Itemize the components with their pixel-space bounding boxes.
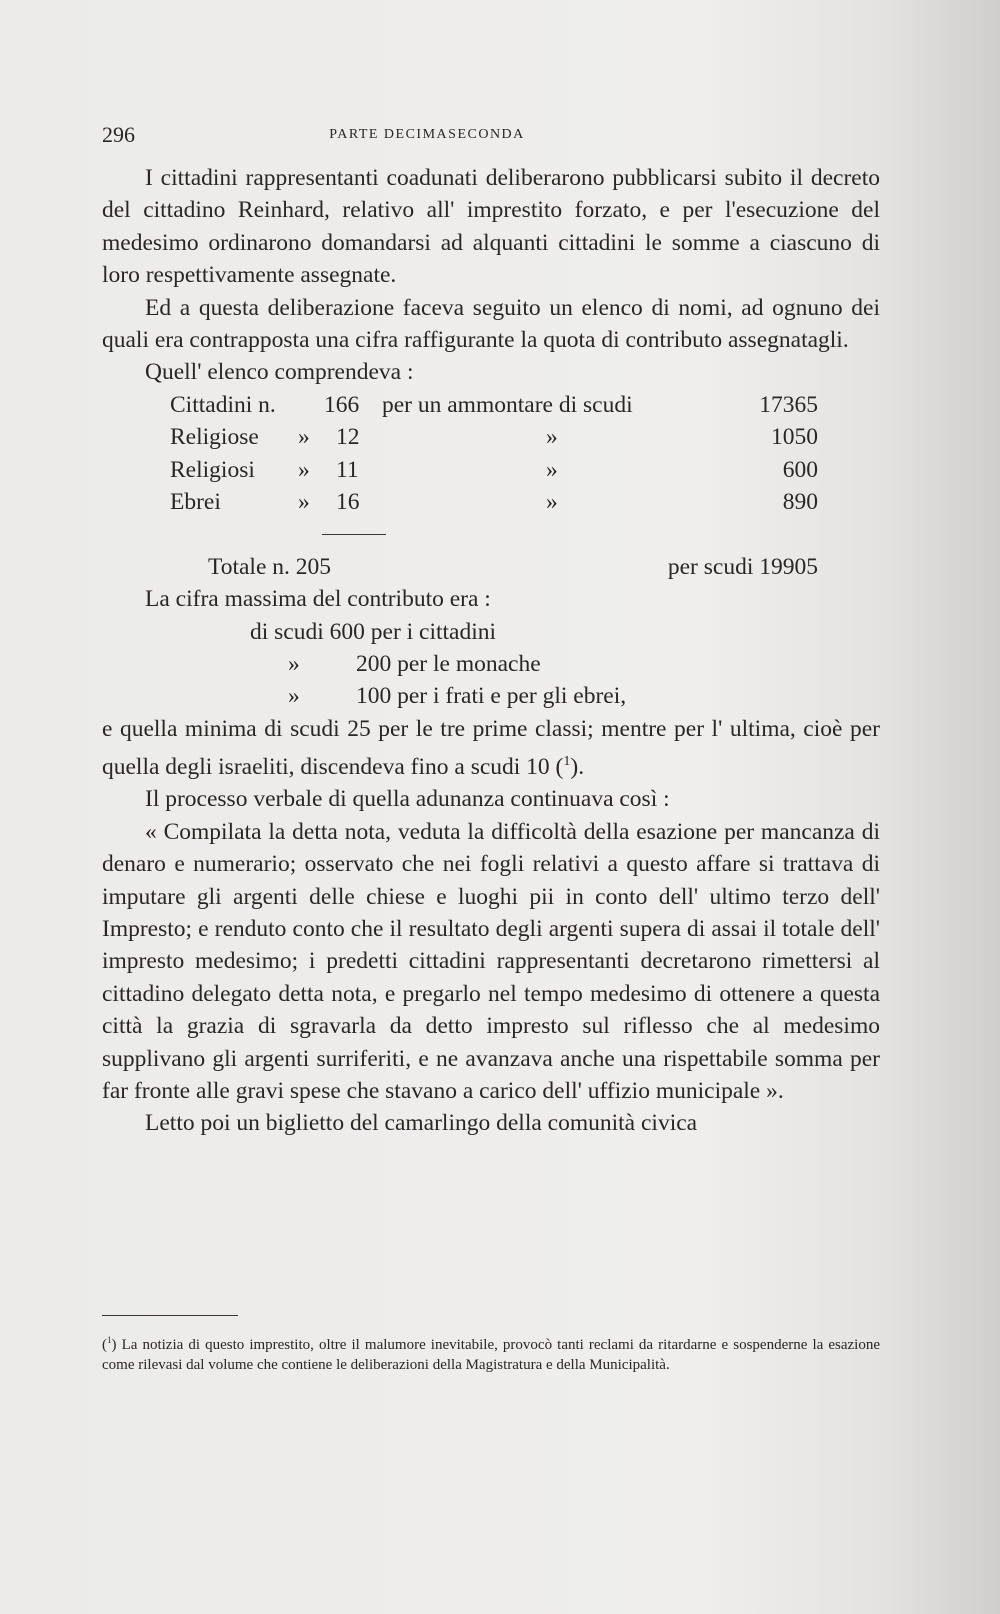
total-amount: per scudi 19905 — [667, 553, 818, 580]
paragraph-2: Ed a questa deliberazione faceva seguito un elenco di nomi, ad ognuno dei quali era contrapposta una cifra raffigurante la quota di contributo assegnatagli. — [102, 294, 880, 354]
total-label: Totale n. 205 — [208, 553, 332, 580]
row-amount: 17365 — [759, 391, 818, 418]
footnote-marker: 1 — [107, 1335, 112, 1345]
ditto-mark: » — [288, 683, 300, 710]
page-number: 296 — [102, 122, 135, 147]
ditto-mark: » — [546, 424, 558, 451]
footnote-text: La notizia di questo imprestito, oltre il malumore inevitabile, provocò tanti reclami da ritardarne e sospenderne la esazione come rilevasi dal volume che contiene le deliberazioni della Magistratura e della Municipalità. — [102, 1337, 880, 1373]
paragraph-5 — [102, 713, 880, 784]
ditto-mark: » — [546, 456, 558, 483]
row-text: per un ammontare di scudi — [382, 391, 633, 418]
paragraph-5-end: ). — [570, 754, 585, 780]
row-count: 16 — [336, 489, 360, 516]
main-text — [102, 162, 880, 1140]
list-item — [102, 680, 880, 712]
ditto-mark: » — [298, 424, 310, 451]
footnote-rule — [102, 1315, 238, 1316]
sum-line — [322, 534, 386, 535]
page-header — [102, 122, 882, 150]
row-amount: 1050 — [771, 424, 818, 451]
paragraph-6: Il processo verbale di quella adunanza continuava così : — [145, 786, 670, 813]
running-head: PARTE DECIMASECONDA — [329, 127, 525, 142]
row-label: Religiose — [170, 424, 259, 451]
table-row — [102, 389, 880, 421]
list-item-text: 100 per i frati e per gli ebrei, — [356, 683, 627, 710]
ditto-mark: » — [298, 489, 310, 516]
paragraph-3: Quell' elenco comprendeva : — [145, 359, 414, 386]
paragraph-4: La cifra massima del contributo era : — [145, 586, 491, 613]
paragraph-1: I cittadini rappresentanti coadunati deliberarono pubblicarsi subito il decreto del cittadino Reinhard, relativo all' imprestito forzato, e per l'esecuzione del medesimo ordinarono domandarsi ad alquanti cittadini le somme a ciascuno di loro respettivamente assegnate. — [102, 165, 880, 289]
sum-rule — [102, 518, 880, 550]
footnote-marker-open: ( — [102, 1337, 107, 1353]
list-item — [102, 648, 880, 680]
paragraph-5-text: e quella minima di scudi 25 per le tre prime classi; mentre per l' ultima, cioè per quella degli israeliti, discendeva fino a scudi 10 ( — [102, 715, 880, 780]
ditto-mark: » — [298, 456, 310, 483]
row-label: Ebrei — [170, 489, 221, 516]
table-row — [102, 486, 880, 518]
paragraph-8: Letto poi un biglietto del camarlingo della comunità civica — [145, 1110, 698, 1137]
row-label: Cittadini n. — [170, 391, 276, 418]
row-amount: 600 — [782, 456, 818, 483]
ditto-mark: » — [546, 489, 558, 516]
table-row — [102, 421, 880, 453]
footnotes — [102, 1315, 880, 1375]
footnote-1 — [102, 1330, 880, 1375]
row-count: 11 — [336, 456, 359, 483]
row-count: 12 — [336, 424, 360, 451]
contribution-table — [102, 389, 880, 583]
total-row — [102, 551, 880, 583]
footnote-marker-close: ) — [111, 1337, 117, 1353]
ditto-mark: » — [288, 650, 300, 677]
max-contribution-list — [102, 616, 880, 713]
paragraph-7: « Compilata la detta nota, veduta la difficoltà della esazione per mancanza di denaro e numerario; osservato che nei fogli relativi a questo affare si trattava di imputare gli argenti delle chiese e luoghi pii in conto dell' ultimo terzo dell' Impresto; e renduto conto che il resultato degli argenti supera di assai il totale dell' impresto medesimo; i predetti cittadini rappresentanti decretarono rimettersi al cittadino delegato detta nota, e pregarlo nel tempo medesimo di ottenere a questa città la grazia di sgravarla da detto impresto sul riflesso che al medesimo supplivano gli argenti surriferiti, e ne avanzava anche una rispettabile somma per far fronte alle gravi spese che stavano a carico dell' uffizio municipale ». — [102, 818, 880, 1105]
list-item — [102, 616, 880, 648]
list-item-text: di scudi 600 per i cittadini — [250, 618, 497, 645]
table-row — [102, 454, 880, 486]
row-count: 166 — [324, 391, 360, 418]
footnote-ref[interactable]: 1 — [563, 753, 571, 770]
row-amount: 890 — [782, 489, 818, 516]
row-label: Religiosi — [170, 456, 255, 483]
list-item-text: 200 per le monache — [356, 650, 541, 677]
